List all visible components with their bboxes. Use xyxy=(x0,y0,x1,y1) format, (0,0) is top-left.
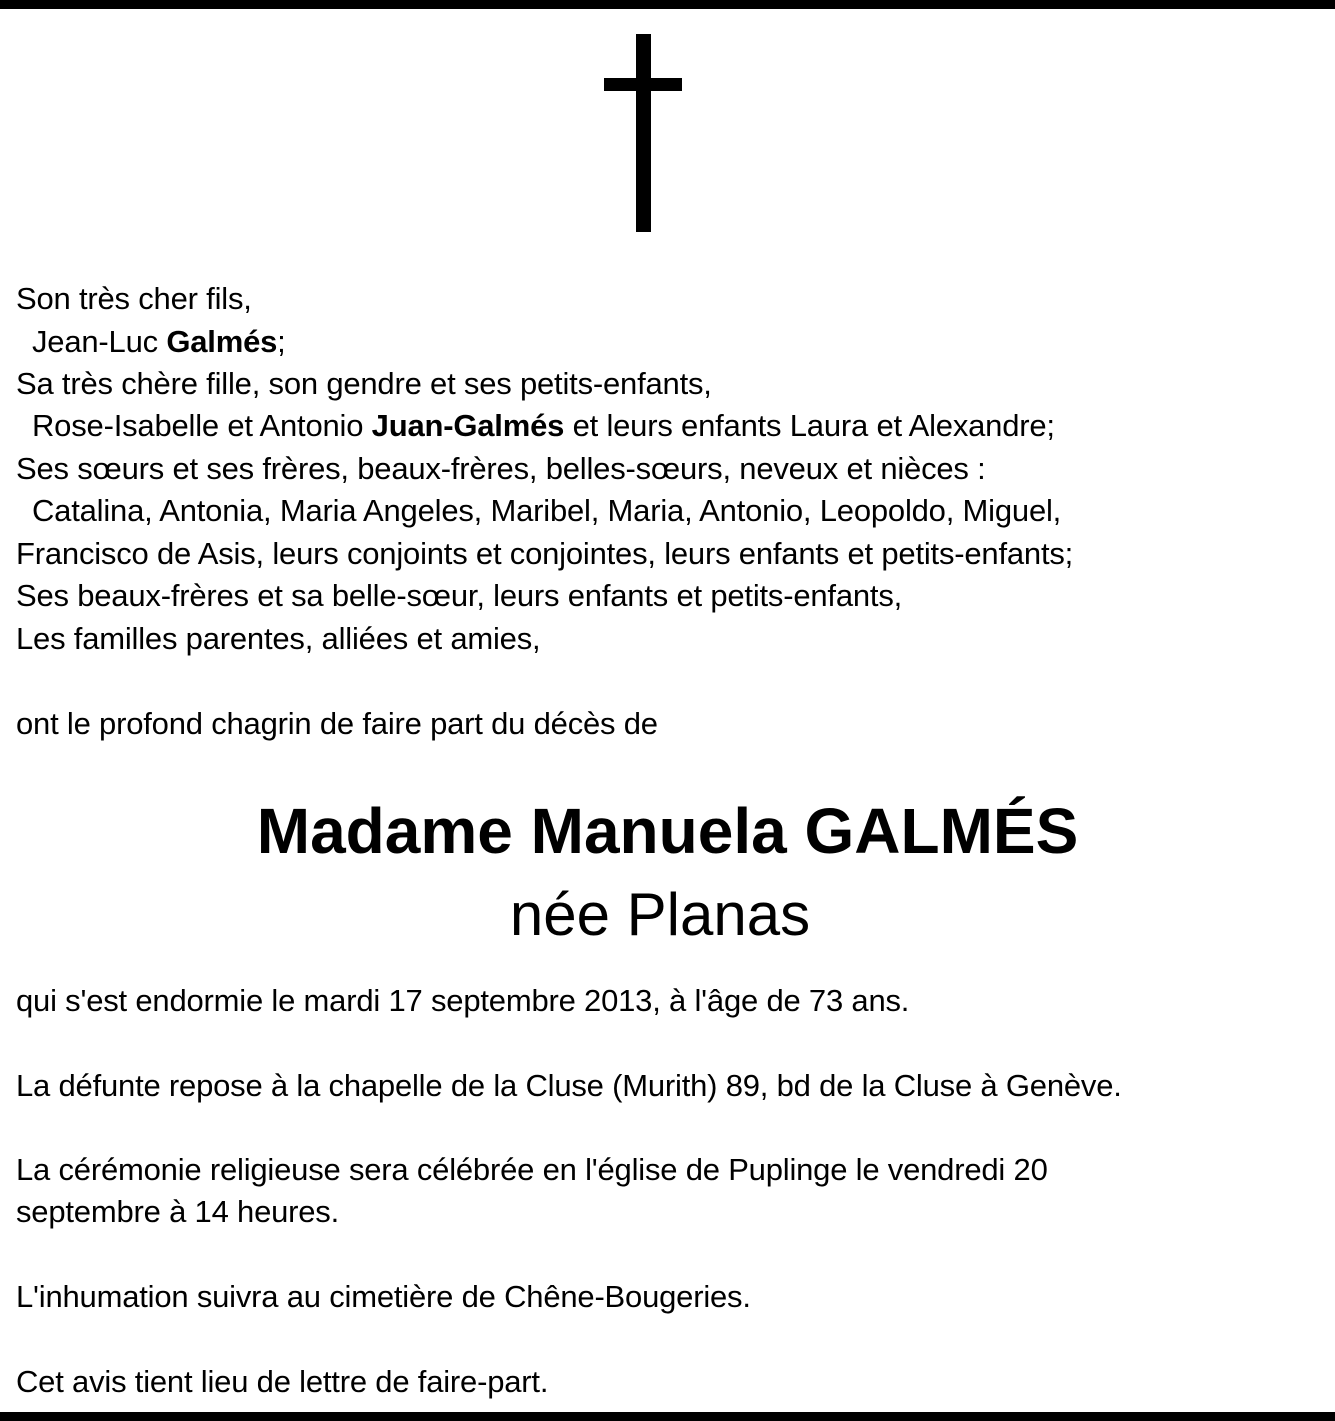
announcement-intro: ont le profond chagrin de faire part du décès de xyxy=(16,706,658,741)
daughter-first-names: Rose-Isabelle et Antonio xyxy=(32,408,372,443)
maiden-name: née Planas xyxy=(509,881,811,948)
burial-details: L'inhumation suivra au cimetière de Chêne-Bougeries. xyxy=(16,1279,751,1314)
inlaws-line: Ses beaux-frères et sa belle-sœur, leurs enfants et petits-enfants, xyxy=(16,578,903,613)
cross-icon xyxy=(604,34,682,232)
son-last-name: Galmés xyxy=(166,324,278,359)
son-punct: ; xyxy=(277,324,286,359)
families-line: Les familles parentes, alliées et amies, xyxy=(16,621,541,656)
daughter-children: et leurs enfants Laura et Alexandre; xyxy=(564,408,1055,443)
death-details: qui s'est endormie le mardi 17 septembre 2013, à l'âge de 73 ans. xyxy=(16,983,910,1018)
notice-line: Cet avis tient lieu de lettre de faire-part. xyxy=(16,1364,549,1399)
daughter-last-name: Juan-Galmés xyxy=(371,408,565,443)
son-first-name: Jean-Luc xyxy=(32,324,167,359)
ceremony-line-2: septembre à 14 heures. xyxy=(16,1194,340,1229)
ceremony-line-1: La cérémonie religieuse sera célébrée en l'église de Puplinge le vendredi 20 xyxy=(16,1152,1048,1187)
daughter-names xyxy=(32,405,1055,447)
son-intro: Son très cher fils, xyxy=(16,281,252,316)
bottom-border xyxy=(0,1412,1335,1421)
top-border xyxy=(0,0,1335,9)
daughter-intro: Sa très chère fille, son gendre et ses petits-enfants, xyxy=(16,366,712,401)
repose-details: La défunte repose à la chapelle de la Cluse (Murith) 89, bd de la Cluse à Genève. xyxy=(16,1068,1122,1103)
siblings-intro: Ses sœurs et ses frères, beaux-frères, belles-sœurs, neveux et nièces : xyxy=(16,451,986,486)
siblings-names: Catalina, Antonia, Maria Angeles, Maribel, Maria, Antonio, Leopoldo, Miguel, xyxy=(32,493,1062,528)
deceased-name: Madame Manuela GALMÉS xyxy=(256,795,1079,867)
siblings-names-cont: Francisco de Asis, leurs conjoints et conjointes, leurs enfants et petits-enfants; xyxy=(16,536,1074,571)
son-name xyxy=(32,321,286,363)
